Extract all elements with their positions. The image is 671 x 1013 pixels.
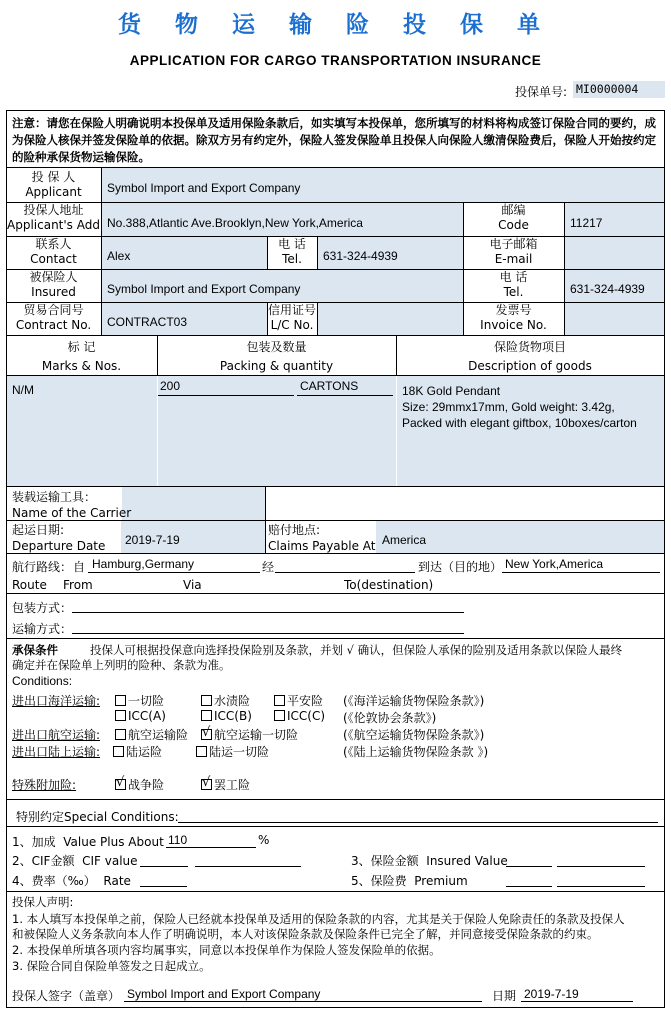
conditions-text2: 确定并在保险单上列明的险种、条款为准。: [12, 658, 231, 672]
special-conditions-field[interactable]: [178, 822, 658, 823]
conditions-heading: 承保条件: [12, 643, 58, 657]
ocean-clause2: (《伦敦协会条款》): [343, 711, 437, 725]
tel1-label: 电 话 Tel.: [278, 237, 306, 266]
ocean-option-icc-a[interactable]: ICC(A): [115, 709, 166, 723]
lc-label: 信用证号 L/C No.: [267, 303, 316, 332]
declaration-line: 1. 本人填写本投保单之前，保险人已经就本投保单及适用的保险条款的内容，尤其是关于保险人免除责任的条款及投保人: [12, 912, 625, 926]
air-label: 进出口航空运输:: [12, 728, 101, 742]
marks-header: 标 记 Marks & Nos.: [41, 340, 122, 373]
route-label: 航行路线：: [12, 560, 73, 574]
declaration-line: 3. 保险合同自保险单签发之日起成立。: [12, 959, 211, 973]
description-line: Packed with elegant giftbox, 10boxes/carton: [402, 416, 637, 430]
application-no-field[interactable]: MI0000004: [573, 81, 665, 98]
checkbox[interactable]: [201, 695, 212, 706]
quantity-field[interactable]: 200: [160, 379, 181, 393]
insured-label: 被保险人 Insured: [29, 270, 78, 299]
address-field[interactable]: No.388,Atlantic Ave.Brooklyn,New York,America: [107, 216, 363, 230]
application-no-label: 投保单号:: [515, 85, 568, 99]
checkbox[interactable]: [115, 695, 126, 706]
zip-field[interactable]: 11217: [570, 216, 603, 230]
checkbox[interactable]: [196, 746, 207, 757]
air-option-all-risks[interactable]: √ 航空运输一切险: [201, 726, 298, 743]
claims-label: 赔付地点: Claims Payable At: [268, 523, 376, 553]
transport-method-label: 运输方式：: [12, 622, 73, 636]
rate-field[interactable]: [140, 886, 187, 887]
checkbox-checked[interactable]: [115, 779, 126, 790]
route-via-label: 经: [262, 560, 275, 574]
route-via-en: Via: [183, 578, 202, 592]
land-clause: (《陆上运输货物保险条款 》): [343, 745, 489, 759]
land-label: 进出口陆上运输:: [12, 745, 101, 759]
tel1-field[interactable]: 631-324-4939: [323, 249, 398, 263]
checkbox[interactable]: [201, 710, 212, 721]
special-conditions-label: 特别约定Special Conditions:: [16, 810, 179, 824]
contact-label: 联系人 Contact: [30, 237, 77, 266]
date-label: 日期: [492, 989, 517, 1003]
description-line: 18K Gold Pendant: [402, 384, 501, 398]
insured-value-field[interactable]: [506, 866, 552, 867]
premium-field[interactable]: [506, 886, 552, 887]
value-plus-unit: %: [258, 833, 270, 847]
unit-field[interactable]: CARTONS: [300, 379, 359, 393]
description-header: 保险货物项目 Description of goods: [468, 340, 592, 373]
form-subtitle: APPLICATION FOR CARGO TRANSPORTATION INSURANCE: [129, 53, 542, 68]
form-title: 货 物 运 输 险 投 保 单: [117, 11, 554, 38]
route-from-label: 自: [73, 560, 86, 574]
checkbox[interactable]: [274, 710, 285, 721]
signature-label: 投保人签字（盖章）: [12, 989, 121, 1003]
checkbox[interactable]: [113, 746, 124, 757]
description-line: Size: 29mmx17mm, Gold weight: 3.42g,: [402, 400, 615, 414]
declaration-heading: 投保人声明:: [12, 895, 74, 909]
route-from-field[interactable]: Hamburg,Germany: [92, 557, 195, 571]
contract-label: 贸易合同号 Contract No.: [15, 303, 92, 332]
carrier-label: 装载运输工具： Name of the Carrier: [12, 490, 132, 520]
packing-method-field[interactable]: [72, 612, 464, 613]
cif-label: 2、CIF金额 CIF value: [12, 854, 138, 868]
value-plus-field[interactable]: 110: [168, 833, 188, 847]
date-field[interactable]: 2019-7-19: [524, 987, 579, 1001]
route-en-label: Route: [12, 578, 47, 592]
checkbox[interactable]: [115, 729, 126, 740]
premium-label: 5、保险费 Premium: [351, 874, 468, 888]
land-option-risks[interactable]: 陆运险: [113, 743, 162, 760]
value-plus-label: 1、加成 Value Plus About: [12, 835, 164, 849]
tel2-field[interactable]: 631-324-4939: [570, 282, 645, 296]
applicant-field[interactable]: Symbol Import and Export Company: [107, 181, 301, 195]
description-field[interactable]: [402, 383, 637, 431]
marks-field[interactable]: N/M: [12, 383, 34, 397]
ocean-option-all-risks[interactable]: 一切险: [115, 692, 164, 709]
war-risk-option[interactable]: √ 战争险: [115, 776, 164, 793]
signature-field[interactable]: Symbol Import and Export Company: [127, 987, 321, 1001]
address-label: 投保人地址 Applicant's Add: [7, 203, 100, 232]
packing-method-label: 包装方式：: [12, 601, 73, 615]
checkbox-checked[interactable]: [201, 729, 212, 740]
departure-field[interactable]: 2019-7-19: [125, 533, 180, 547]
ocean-option-icc-c[interactable]: ICC(C): [274, 709, 325, 723]
land-option-all-risks[interactable]: 陆运一切险: [196, 743, 269, 760]
conditions-en-label: Conditions:: [12, 674, 73, 688]
email-label: 电子邮箱 E-mail: [489, 237, 538, 266]
checkbox[interactable]: [274, 695, 285, 706]
packing-header: 包装及数量 Packing & quantity: [219, 340, 334, 373]
ocean-option-fpa[interactable]: 平安险: [274, 692, 323, 709]
rate-label: 4、费率（‰） Rate: [12, 874, 131, 888]
strike-risk-option[interactable]: √ 罢工险: [201, 776, 250, 793]
checkbox[interactable]: [115, 710, 126, 721]
insured-value-label: 3、保险金额 Insured Value: [351, 854, 508, 868]
ocean-label: 进出口海洋运输:: [12, 694, 101, 708]
ocean-option-icc-b[interactable]: ICC(B): [201, 709, 252, 723]
route-to-label: 到达（目的地）: [418, 560, 503, 574]
contact-field[interactable]: Alex: [107, 249, 131, 263]
route-from-en: From: [63, 578, 93, 592]
tel2-label: 电 话 Tel.: [499, 270, 528, 299]
contract-field[interactable]: CONTRACT03: [107, 315, 188, 329]
checkbox-checked[interactable]: [201, 779, 212, 790]
claims-field[interactable]: America: [382, 533, 427, 547]
transport-method-field[interactable]: [72, 633, 464, 634]
ocean-clause1: (《海洋运输货物保险条款》): [343, 694, 485, 708]
departure-label: 起运日期: Departure Date: [12, 523, 106, 553]
route-to-en: To(destination): [344, 578, 434, 592]
declaration-line: 和被保险人义务条款向本人作了明确说明，本人对该保险条款及保险条件已完全了解，并同意接受保险条款的约束。: [12, 927, 599, 941]
declaration-line: 2. 本投保单所填各项内容均属事实，同意以本投保单作为保险人签发保险单的依据。: [12, 943, 441, 957]
cif-field[interactable]: [140, 866, 188, 867]
zip-label: 邮编 Code: [498, 203, 529, 232]
route-to-field[interactable]: New York,America: [505, 557, 604, 571]
conditions-text1: 投保人可根据投保意向选择投保险别及条款，并划 √ 确认，但保险人承保的险别及适用条款以保险人最终: [90, 643, 623, 657]
applicant-label: 投 保 人 Applicant: [25, 170, 82, 199]
insured-field[interactable]: Symbol Import and Export Company: [107, 282, 301, 296]
ocean-option-wa[interactable]: 水渍险: [201, 692, 250, 709]
special-add-label: 特殊附加险:: [12, 778, 77, 792]
invoice-label: 发票号 Invoice No.: [480, 303, 547, 332]
air-clause: (《航空运输货物保险条款》): [343, 728, 485, 742]
air-option-risks[interactable]: 航空运输险: [115, 726, 188, 743]
notice-text: 注意：请您在保险人明确说明本投保单及适用保险条款后，如实填写本投保单，您所填写的材料将构成签订保险合同的要约，成为保险人核保并签发保险单的依据。除双方另有约定外，保险人签发保险单且投保人向保险人缴清保险费后，保险人开始按约定的险种承保货物运输保险。: [12, 116, 656, 164]
